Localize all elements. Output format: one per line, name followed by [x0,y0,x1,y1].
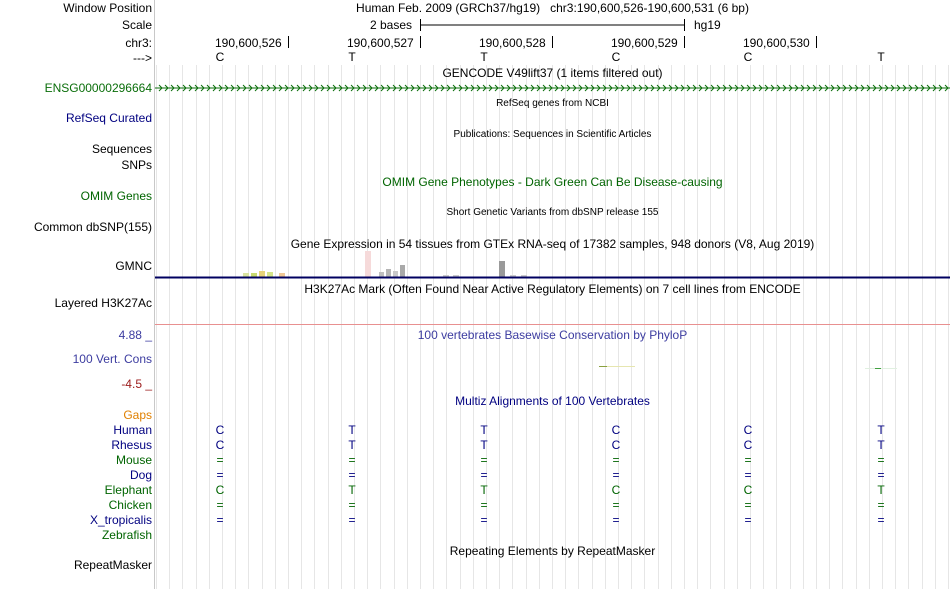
gtex-track-title[interactable]: Gene Expression in 54 tissues from GTEx RNA-seq of 17382 samples, 948 donors (V8, Aug 2019) [290,237,815,251]
grid-line [737,65,738,589]
grid-line [328,65,329,589]
alignment-base: = [744,498,752,512]
window-position-label: Window Position [63,1,152,15]
scale-bar [420,17,686,33]
alignment-base: C [743,438,753,452]
dbsnp-track-title[interactable]: Short Genetic Variants from dbSNP release 155 [446,207,659,218]
species-label: Zebrafish [101,528,152,542]
phylop-max-label: 4.88 _ [118,328,152,342]
gtex-tissue-bar [365,251,371,277]
grid-line [697,65,698,589]
grid-line [341,65,342,589]
alignment-base: = [877,498,885,512]
grid-line [803,65,804,589]
gencode-gene-feature[interactable] [155,81,950,95]
coord-tick-label: 190,600,527 [347,36,414,50]
alignment-base: C [743,423,753,437]
alignment-base: C [215,423,225,437]
alignment-base: = [216,468,224,482]
sequences-track-label[interactable]: Sequences [91,142,152,156]
alignment-base: = [348,453,356,467]
grid-line [908,65,909,589]
alignment-base: T [480,483,488,497]
alignment-base: T [480,438,488,452]
sequence-base: T [480,50,488,64]
grid-line [499,65,500,589]
gtex-track-label[interactable]: GMNC [115,259,152,273]
grid-line [644,65,645,589]
grid-line [367,65,368,589]
alignment-base: T [480,423,488,437]
grid-line [605,65,606,589]
alignment-base: = [612,468,620,482]
grid-line [790,65,791,589]
alignment-base: C [611,438,621,452]
chr-label: chr3: [125,36,152,50]
publications-track-title[interactable]: Publications: Sequences in Scientific Articles [453,129,652,140]
alignment-base: = [348,468,356,482]
grid-line [829,65,830,589]
sequence-base: T [348,50,356,64]
grid-line [724,65,725,589]
sequence-base: C [743,50,753,64]
grid-line [182,65,183,589]
grid-line [671,65,672,589]
scale-label: Scale [121,18,152,32]
alignment-base: C [611,483,621,497]
refseq-track-label[interactable]: RefSeq Curated [65,111,152,125]
alignment-base: = [216,453,224,467]
alignment-base: = [348,513,356,527]
scale-assembly: hg19 [694,18,721,32]
grid-line [248,65,249,589]
gtex-tissue-bar [379,272,384,277]
species-label: Elephant [104,483,152,497]
grid-line [526,65,527,589]
gtex-tissue-bar [259,271,265,277]
sequence-base: T [877,50,885,64]
grid-line [460,65,461,589]
grid-line [262,65,263,589]
alignment-base: T [877,438,885,452]
alignment-base: = [877,468,885,482]
alignment-base: = [744,468,752,482]
grid-line [565,65,566,589]
sequence-base: C [611,50,621,64]
species-label: Chicken [108,498,152,512]
coord-tick [288,36,289,48]
grid-line [922,65,923,589]
gencode-track-title[interactable]: GENCODE V49lift37 (1 items filtered out) [442,66,663,80]
alignment-base: = [612,453,620,467]
gtex-tissue-bar [279,273,285,277]
snps-track-label[interactable]: SNPs [121,158,152,172]
grid-line [512,65,513,589]
coord-tick [552,36,553,48]
alignment-base: T [877,423,885,437]
species-label: Mouse [115,453,152,467]
alignment-base: = [744,513,752,527]
grid-line [710,65,711,589]
coord-tick-label: 190,600,526 [215,36,282,50]
grid-line [592,65,593,589]
grid-line [631,65,632,589]
alignment-base: C [611,423,621,437]
grid-line [407,65,408,589]
gencode-gene-label[interactable]: ENSG00000296664 [44,81,152,95]
grid-line [776,65,777,589]
coord-tick [816,36,817,48]
gtex-tissue-bar [386,269,391,277]
alignment-base: = [744,453,752,467]
dbsnp-track-label[interactable]: Common dbSNP(155) [33,220,152,234]
grid-line [420,65,421,589]
h3k27ac-track-label[interactable]: Layered H3K27Ac [54,296,152,310]
gtex-tissue-bar [499,261,505,277]
gtex-tissue-bar [400,265,405,277]
grid-line [209,65,210,589]
phylop-conservation-plot[interactable] [155,362,950,372]
repeatmasker-track-label[interactable]: RepeatMasker [73,558,152,572]
species-label: Rhesus [111,438,152,452]
species-label: Human [113,423,152,437]
grid-line [394,65,395,589]
omim-track-label[interactable]: OMIM Genes [80,189,152,203]
grid-line [169,65,170,589]
gtex-expression-plot[interactable] [155,251,950,279]
refseq-track-title[interactable]: RefSeq genes from NCBI [496,98,609,109]
grid-line [301,65,302,589]
grid-line [433,65,434,589]
alignment-base: C [215,483,225,497]
h3k27ac-signal-line [155,323,950,326]
gtex-tissue-bar [251,273,257,277]
species-label: X_tropicalis [89,513,152,527]
gaps-label: Gaps [123,408,152,422]
alignment-base: C [215,438,225,452]
window-position-value: Human Feb. 2009 (GRCh37/hg19) chr3:190,600,526-190,600,531 (6 bp) [356,1,749,15]
grid-line [816,65,817,589]
coord-tick-label: 190,600,529 [611,36,678,50]
grid-line [552,65,553,589]
gtex-tissue-bar [393,271,398,277]
alignment-base: = [480,453,488,467]
grid-line [288,65,289,589]
scale-bases: 2 bases [370,18,413,32]
alignment-base: T [348,483,356,497]
alignment-base: = [216,498,224,512]
alignment-base: = [348,498,356,512]
grid-line [539,65,540,589]
coord-tick-label: 190,600,530 [743,36,810,50]
grid-line [446,65,447,589]
multiz-track-title[interactable]: Multiz Alignments of 100 Vertebrates [455,394,650,408]
grid-line [156,65,157,589]
grid-line [856,65,857,589]
phylop-track-label[interactable]: 100 Vert. Cons [72,352,152,366]
omim-track-title[interactable]: OMIM Gene Phenotypes - Dark Green Can Be Disease-causing [382,175,723,189]
grid-line [869,65,870,589]
gtex-tissue-bar [267,272,273,277]
alignment-base: = [877,513,885,527]
alignment-base: = [480,498,488,512]
grid-line [935,65,936,589]
grid-line [948,65,949,589]
h3k27ac-track-title[interactable]: H3K27Ac Mark (Often Found Near Active Regulatory Elements) on 7 cell lines from ENCODE [304,282,801,296]
grid-line [275,65,276,589]
gtex-tissue-bar [243,273,249,277]
alignment-base: = [480,513,488,527]
coord-tick [684,36,685,48]
phylop-min-label: -4.5 _ [121,377,152,391]
alignment-base: T [877,483,885,497]
coord-tick-label: 190,600,528 [479,36,546,50]
grid-line [658,65,659,589]
alignment-base: = [216,513,224,527]
phylop-track-title[interactable]: 100 vertebrates Basewise Conservation by PhyloP [417,328,688,342]
sequence-base: C [215,50,225,64]
grid-line [684,65,685,589]
alignment-base: C [743,483,753,497]
species-label: Dog [129,468,152,482]
grid-line [196,65,197,589]
grid-line [763,65,764,589]
grid-line [842,65,843,589]
repeatmasker-track-title[interactable]: Repeating Elements by RepeatMasker [449,544,656,558]
alignment-base: = [877,453,885,467]
strand-label: ---> [133,51,152,65]
grid-line [314,65,315,589]
grid-line [895,65,896,589]
alignment-base: = [612,513,620,527]
grid-line [380,65,381,589]
grid-line [473,65,474,589]
alignment-base: T [348,438,356,452]
alignment-base: = [480,468,488,482]
alignment-base: = [612,498,620,512]
grid-line [235,65,236,589]
coord-tick [420,36,421,48]
grid-line [578,65,579,589]
alignment-base: T [348,423,356,437]
